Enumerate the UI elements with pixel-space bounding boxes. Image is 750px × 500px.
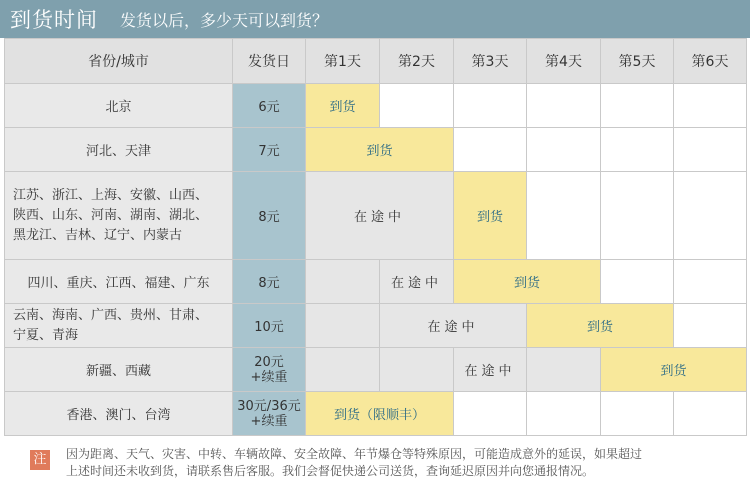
note-line: 因为距离、天气、灾害、中转、车辆故障、安全故障、年节爆仓等特殊原因，可能造成意外的延误，如果超过 (66, 447, 643, 461)
arrival-cell: 到货 (601, 348, 747, 392)
in-transit-cell: 在途中 (454, 348, 527, 392)
province-line: 黑龙江、吉林、辽宁、内蒙古 (13, 227, 183, 243)
ship-price-line: 20元 (254, 354, 284, 370)
arrival-cell: 到货（限顺丰） (306, 392, 454, 436)
ship-price-line: 30元/36元 (237, 398, 301, 414)
arrival-cell: 到货 (454, 260, 601, 304)
arrival-cell: 到货 (454, 172, 527, 260)
ship-price-cell (233, 348, 306, 392)
table-row (5, 260, 747, 304)
province-line: 陕西、山东、河南、湖南、湖北、 (13, 207, 209, 223)
in-transit-cell: 在途中 (306, 172, 454, 260)
column-header-day1: 第1天 (306, 39, 380, 84)
arrival-cell: 到货 (306, 128, 454, 172)
province-cell: 河北、天津 (5, 128, 233, 172)
column-header-ship-day: 发货日 (233, 39, 306, 84)
delivery-table-container (4, 38, 746, 436)
ship-price-line: +续重 (250, 369, 288, 385)
column-header-day5: 第5天 (601, 39, 674, 84)
column-header-day2: 第2天 (380, 39, 454, 84)
province-line: 云南、海南、广西、贵州、甘肃、 (13, 307, 209, 323)
page-subtitle: 发货以后，多少天可以到货？ (120, 10, 329, 30)
province-cell (5, 172, 233, 260)
ship-price-cell: 7元 (233, 128, 306, 172)
province-line: 江苏、浙江、上海、安徽、山西、 (13, 187, 209, 203)
page-title: 到货时间 (10, 8, 98, 32)
province-cell: 香港、澳门、台湾 (5, 392, 233, 436)
delivery-table (4, 38, 747, 436)
table-header-row (5, 39, 747, 84)
column-header-day3: 第3天 (454, 39, 527, 84)
page-header (0, 0, 750, 38)
column-header-day4: 第4天 (527, 39, 601, 84)
note-section (30, 446, 730, 480)
table-row (5, 172, 747, 260)
province-cell: 新疆、西藏 (5, 348, 233, 392)
note-line: 上述时间还未收到货，请联系售后客服。我们会督促快递公司送货，查询延迟原因并向您通报情况。 (66, 464, 595, 478)
ship-price-cell: 10元 (233, 304, 306, 348)
province-cell: 北京 (5, 84, 233, 128)
column-header-province: 省份/城市 (5, 39, 233, 84)
note-text (66, 446, 730, 480)
column-header-day6: 第6天 (674, 39, 747, 84)
arrival-cell: 到货 (306, 84, 380, 128)
table-row (5, 304, 747, 348)
in-transit-cell: 在途中 (380, 304, 527, 348)
ship-price-cell: 6元 (233, 84, 306, 128)
province-cell: 四川、重庆、江西、福建、广东 (5, 260, 233, 304)
province-cell (5, 304, 233, 348)
table-row (5, 392, 747, 436)
province-line: 宁夏、青海 (13, 327, 79, 343)
ship-price-cell: 8元 (233, 172, 306, 260)
arrival-cell: 到货 (527, 304, 674, 348)
in-transit-cell: 在途中 (380, 260, 454, 304)
table-row (5, 128, 747, 172)
ship-price-line: +续重 (250, 413, 288, 429)
table-row (5, 84, 747, 128)
ship-price-cell (233, 392, 306, 436)
note-badge: 注 (30, 450, 50, 470)
table-row (5, 348, 747, 392)
ship-price-cell: 8元 (233, 260, 306, 304)
